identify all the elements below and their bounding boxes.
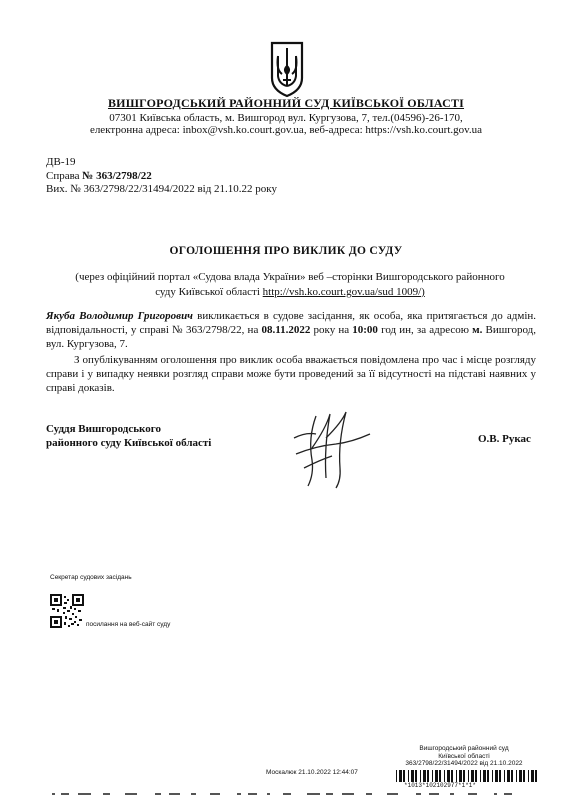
case-label: Справа <box>46 170 80 182</box>
p1-text-b: року на <box>310 324 353 336</box>
registration-stamp <box>394 745 534 768</box>
court-page-link[interactable]: http://vsh.ko.court.gov.ua/sud 1009/) <box>262 286 425 298</box>
trident-emblem-icon <box>269 40 305 98</box>
hearing-date: 08.11.2022 <box>261 324 311 336</box>
outgoing-number: Вих. № 363/2798/22/31494/2022 від 21.10.22 року <box>46 183 277 195</box>
barcode-text: *1013*102102977*1*1* <box>404 782 477 789</box>
secretary-label: Секретар судових засідань <box>50 574 132 581</box>
stamp-line-3: 363/2798/22/31494/2022 від 21.10.2022 <box>405 760 523 767</box>
stamp-line-2: Київської області <box>438 752 490 760</box>
judge-name: О.В. Рукас <box>478 433 531 445</box>
qr-code-icon[interactable] <box>50 594 84 628</box>
judge-title <box>46 422 211 450</box>
notice-title: ОГОЛОШЕННЯ ПРО ВИКЛИК ДО СУДУ <box>169 245 403 257</box>
hearing-time: 10:00 <box>352 324 378 336</box>
case-number: № 363/2798/22 <box>82 170 152 182</box>
court-contacts: електронна адреса: inbox@vsh.ko.court.gov.ua, веб-адреса: https://vsh.ko.court.gov.ua <box>89 124 483 136</box>
stamp-line-1: Вишгородський районний суд <box>419 745 509 752</box>
case-line <box>46 170 152 182</box>
notice-paragraph-2: З опублікуванням оголошення про виклик особа вважається повідомлена про час і місце розгляду справи і у випадку неявки розгляд справи може бути проведений за її відсутності на підставі наявних у справі доказів. <box>46 354 536 394</box>
notice-paragraph-1 <box>46 309 536 351</box>
person-name: Якуба Володимир Григорович <box>46 310 193 322</box>
judge-title-line-2: районного суду Київської області <box>46 437 212 449</box>
handwritten-signature <box>286 408 376 490</box>
notice-via <box>70 270 510 300</box>
p1-text-d: Вишгород, вул. Кургузова, 7. <box>46 324 536 350</box>
barcode-icon <box>396 770 540 782</box>
document-code: ДВ-19 <box>46 156 76 168</box>
city-abbr: м. <box>472 324 483 336</box>
court-name: ВИШГОРОДСЬКИЙ РАЙОННИЙ СУД КИЇВСЬКОЇ ОБЛАСТІ <box>107 96 465 110</box>
p1-text-c: год ин, за адресою <box>377 324 473 336</box>
p1-text-a: викликається в судове засідання, як особа, яка притягається до адмін. відповідальності, у справі № 363/2798/22, на <box>46 310 537 336</box>
judge-title-line-1: Суддя Вишгородського <box>46 423 161 435</box>
scan-noise-divider <box>52 792 522 796</box>
qr-caption: посилання на веб-сайт суду <box>86 621 171 628</box>
via-text: (через офіційний портал «Судова влада України» веб –сторінки Вишгородського районного суду Київської області <box>75 271 505 298</box>
registrar-line: Москалюк 21.10.2022 12:44:07 <box>266 769 358 776</box>
court-address: 07301 Київська область, м. Вишгород вул. Кургузова, 7, тел.(04596)-26-170, <box>109 112 463 124</box>
